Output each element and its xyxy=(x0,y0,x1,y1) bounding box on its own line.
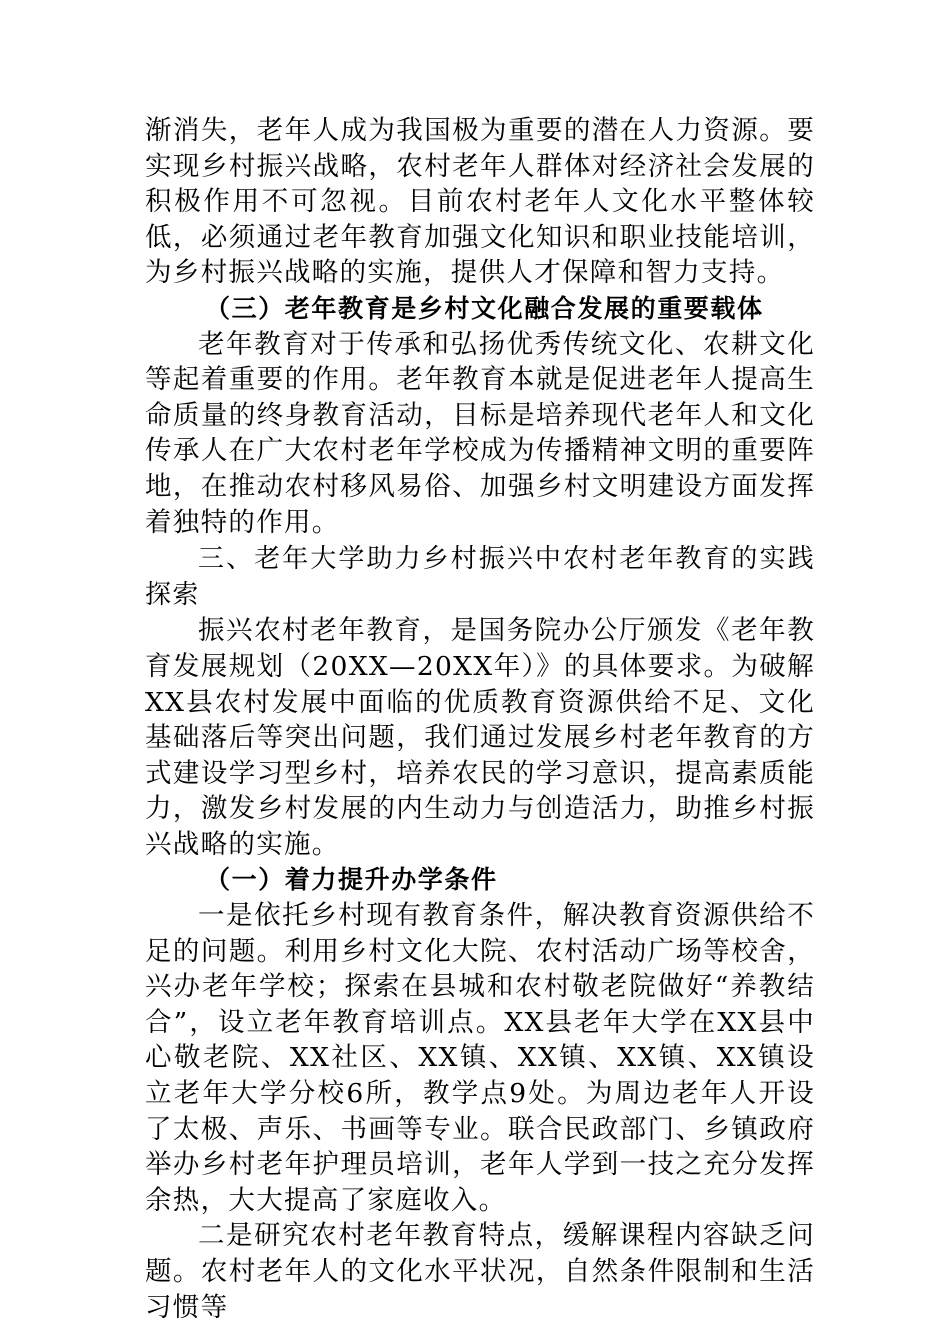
subheading-one: （一）着力提升办学条件 xyxy=(205,865,498,895)
paragraph-cultural-carrier: 老年教育对于传承和弘扬优秀传统文化、农耕文化等起着重要的作用。老年教育本就是促进老年人提高生命质量的终身教育活动，目标是培养现代老年人和文化传承人在广大农村老年学校成为传播精神文明的重要阵地，在推动农村移风易俗、加强乡村文明建设方面发挥着独特的作用。 xyxy=(145,328,815,538)
paragraph-first-measure: 一是依托乡村现有教育条件，解决教育资源供给不足的问题。利用乡村文化大院、农村活动广场等校舍，兴办老年学校；探索在县城和农村敬老院做好“养教结合”，设立老年教育培训点。XX县老年大学在XX县中心敬老院、XX社区、XX镇、XX镇、XX镇、XX镇设立老年大学分校6所，教学点9处。为周边老年人开设了太极、声乐、书画等专业。联合民政部门、乡镇政府举办乡村老年护理员培训，老年人学到一技之充分发挥余热，大大提高了家庭收入。 xyxy=(145,900,815,1216)
paragraph-continuation: 渐消失，老年人成为我国极为重要的潜在人力资源。要实现乡村振兴战略，农村老年人群体对经济社会发展的积极作用不可忽视。目前农村老年人文化水平整体较低，必须通过老年教育加强文化知识和职业技能培训，为乡村振兴战略的实施，提供人才保障和智力支持。 xyxy=(145,115,815,289)
paragraph-revitalization: 振兴农村老年教育，是国务院办公厅颁发《老年教育发展规划（20XX—20XX年）》的具体要求。为破解XX县农村发展中面临的优质教育资源供给不足、文化基础落后等突出问题，我们通过发展乡村老年教育的方式建设学习型乡村，培养农民的学习意识，提高素质能力，激发乡村发展的内生动力与创造活力，助推乡村振兴战略的实施。 xyxy=(145,615,815,860)
subheading-three: （三）老年教育是乡村文化融合发展的重要载体 xyxy=(205,293,764,323)
section-heading-three: 三、老年大学助力乡村振兴中农村老年教育的实践探索 xyxy=(145,544,815,610)
document-body xyxy=(145,113,815,1325)
paragraph-second-measure: 二是研究农村老年教育特点，缓解课程内容缺乏问题。农村老年人的文化水平状况，自然条件限制和生活习惯等 xyxy=(145,1220,815,1323)
